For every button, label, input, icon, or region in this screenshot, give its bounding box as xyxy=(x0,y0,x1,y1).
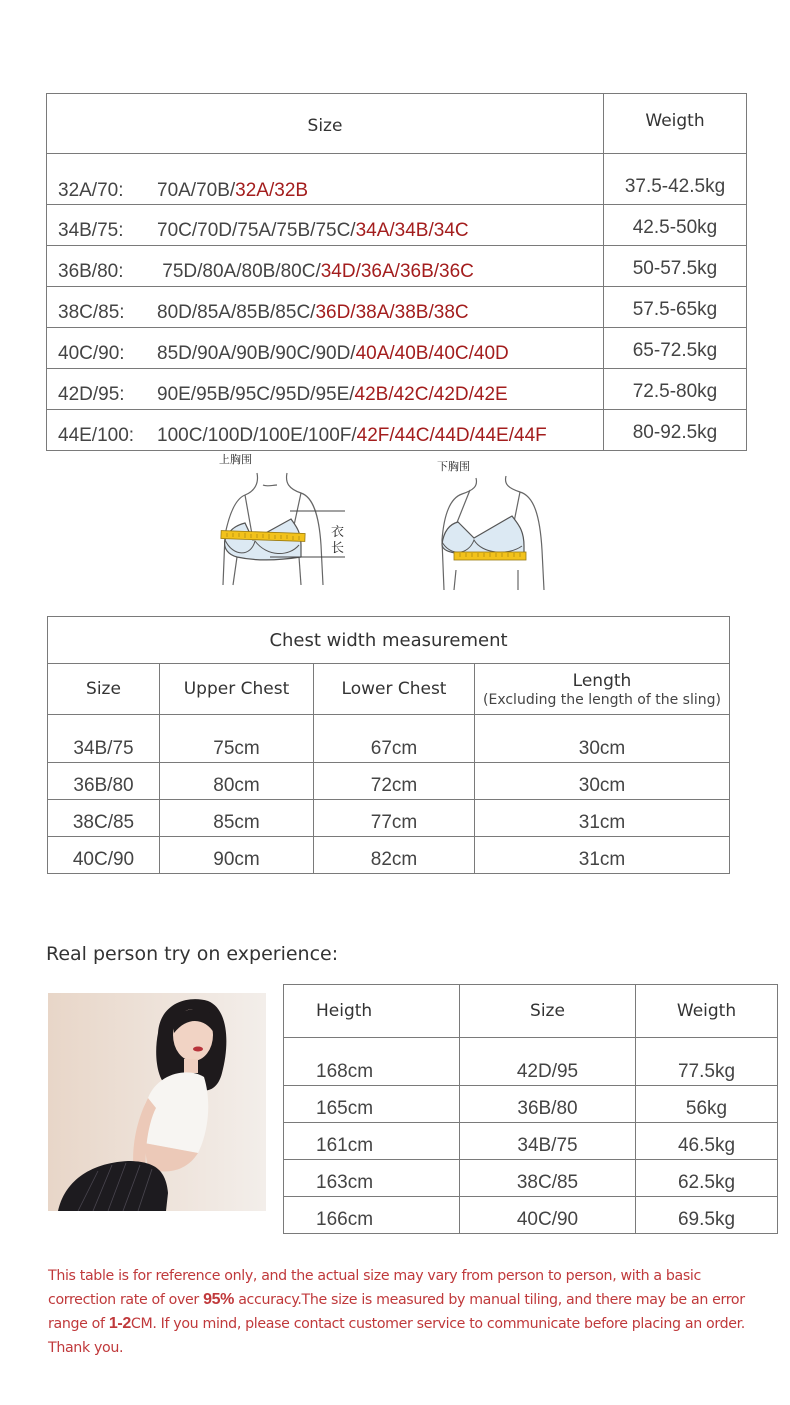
lower-chest-cell: 77cm xyxy=(314,800,475,837)
disclaimer-text-3: CM. If you mind, please contact customer service to communicate before placing an order. Thank you. xyxy=(48,1316,745,1356)
alt-sizes: 34A/34B/34C xyxy=(355,220,469,241)
size-cell: 36B/80 xyxy=(48,763,160,800)
size-cell: 40C/90 xyxy=(460,1197,636,1234)
lower-chest-header: Lower Chest xyxy=(314,664,475,715)
table-row xyxy=(47,287,747,328)
size-label: 36B/80: xyxy=(58,261,124,282)
model-photo-image xyxy=(48,993,266,1211)
weight-range: 65-72.5kg xyxy=(604,328,747,369)
weight-cell: 46.5kg xyxy=(636,1123,778,1160)
weight-range: 42.5-50kg xyxy=(604,205,747,246)
chest-table-title: Chest width measurement xyxy=(48,617,730,664)
size-cell: 34B/75 xyxy=(460,1123,636,1160)
table-row xyxy=(284,1038,778,1086)
lower-chest-cell: 72cm xyxy=(314,763,475,800)
height-header: Heigth xyxy=(284,985,460,1038)
error-range-figure: 1-2 xyxy=(108,1315,131,1332)
size-label: 40C/90: xyxy=(58,343,125,364)
table-row xyxy=(47,328,747,369)
height-cell: 161cm xyxy=(284,1123,460,1160)
length-cell: 31cm xyxy=(475,837,730,874)
table-row xyxy=(47,246,747,287)
weight-cell: 69.5kg xyxy=(636,1197,778,1234)
height-cell: 166cm xyxy=(284,1197,460,1234)
alt-sizes: 42B/42C/42D/42E xyxy=(354,384,508,405)
table-row xyxy=(48,837,730,874)
upper-chest-cell: 85cm xyxy=(160,800,314,837)
size-header: Size xyxy=(460,985,636,1038)
size-cell: 34B/75 xyxy=(48,715,160,763)
table-row xyxy=(284,1160,778,1197)
length-cell: 30cm xyxy=(475,763,730,800)
lower-chest-diagram xyxy=(430,450,570,595)
weight-range: 72.5-80kg xyxy=(604,369,747,410)
size-equivalents: 75D/80A/80B/80C/ xyxy=(157,261,321,282)
disclaimer-note xyxy=(48,1264,768,1360)
disclaimer-text-2: accuracy.The size is measured by manual tiling, and there may be an error range of xyxy=(48,1292,745,1332)
size-equivalents: 85D/90A/90B/90C/90D/ xyxy=(157,343,356,364)
weight-cell: 62.5kg xyxy=(636,1160,778,1197)
tryon-header-row xyxy=(284,985,778,1038)
size-cell: 40C/90 xyxy=(48,837,160,874)
alt-sizes: 42F/44C/44D/44E/44F xyxy=(356,425,547,446)
lower-chest-cell: 82cm xyxy=(314,837,475,874)
garment-length-label-2: 长 xyxy=(331,541,345,556)
size-cell: 38C/85 xyxy=(460,1160,636,1197)
tryon-table xyxy=(283,984,778,1234)
chest-width-table xyxy=(47,616,730,874)
height-cell: 168cm xyxy=(284,1038,460,1086)
upper-chest-cell: 80cm xyxy=(160,763,314,800)
model-photo xyxy=(48,993,266,1211)
size-label: 38C/85: xyxy=(58,302,125,323)
bra-upper-measurement-illustration xyxy=(215,445,355,595)
weight-range: 57.5-65kg xyxy=(604,287,747,328)
lower-chest-label: 下胸围 xyxy=(437,460,470,473)
height-cell: 163cm xyxy=(284,1160,460,1197)
length-cell: 31cm xyxy=(475,800,730,837)
table-row xyxy=(48,715,730,763)
size-cell: 38C/85 xyxy=(48,800,160,837)
weight-cell: 56kg xyxy=(636,1086,778,1123)
table-row xyxy=(47,154,747,205)
table-row xyxy=(47,369,747,410)
length-header xyxy=(475,664,730,715)
alt-sizes: 32A/32B xyxy=(235,180,309,201)
garment-length-label-1: 衣 xyxy=(331,525,345,540)
weight-header: Weigth xyxy=(636,985,778,1038)
lower-chest-cell: 67cm xyxy=(314,715,475,763)
table-row xyxy=(48,763,730,800)
weight-range: 50-57.5kg xyxy=(604,246,747,287)
table-row xyxy=(47,410,747,451)
table-row xyxy=(284,1123,778,1160)
alt-sizes: 36D/38A/38B/38C xyxy=(315,302,469,323)
size-label: 42D/95: xyxy=(58,384,125,405)
table-row xyxy=(284,1086,778,1123)
size-cell: 42D/95 xyxy=(460,1038,636,1086)
accuracy-figure: 95% xyxy=(203,1291,235,1308)
size-cell: 36B/80 xyxy=(460,1086,636,1123)
size-equivalents: 70C/70D/75A/75B/75C/ xyxy=(157,220,356,241)
upper-chest-diagram xyxy=(215,445,355,595)
upper-chest-label: 上胸围 xyxy=(219,453,252,466)
size-header: Size xyxy=(48,664,160,715)
size-equivalents: 70A/70B/ xyxy=(157,180,236,201)
size-header: Size xyxy=(47,94,604,154)
weight-range: 37.5-42.5kg xyxy=(604,154,747,205)
weight-cell: 77.5kg xyxy=(636,1038,778,1086)
size-label: 34B/75: xyxy=(58,220,124,241)
chest-table-title-row xyxy=(48,617,730,664)
length-header-note: (Excluding the length of the sling) xyxy=(483,691,721,708)
size-table-header-row xyxy=(47,94,747,154)
weight-header: Weigth xyxy=(604,94,747,154)
tryon-section-title: Real person try on experience: xyxy=(46,943,339,965)
disclaimer-text-1: This table is for reference only, and the actual size may vary from person to person, with a basic correction rate of over xyxy=(48,1268,701,1308)
size-equivalents: 100C/100D/100E/100F/ xyxy=(157,425,357,446)
chest-table-header-row xyxy=(48,664,730,715)
upper-chest-cell: 75cm xyxy=(160,715,314,763)
table-row xyxy=(47,205,747,246)
upper-chest-cell: 90cm xyxy=(160,837,314,874)
length-cell: 30cm xyxy=(475,715,730,763)
size-label: 44E/100: xyxy=(58,425,135,446)
alt-sizes: 40A/40B/40C/40D xyxy=(355,343,509,364)
size-equivalents: 80D/85A/85B/85C/ xyxy=(157,302,316,323)
table-row xyxy=(284,1197,778,1234)
alt-sizes: 34D/36A/36B/36C xyxy=(320,261,474,282)
size-equivalents: 90E/95B/95C/95D/95E/ xyxy=(157,384,355,405)
weight-range: 80-92.5kg xyxy=(604,410,747,451)
upper-chest-header: Upper Chest xyxy=(160,664,314,715)
size-label: 32A/70: xyxy=(58,180,124,201)
table-row xyxy=(48,800,730,837)
height-cell: 165cm xyxy=(284,1086,460,1123)
size-conversion-table xyxy=(46,93,747,451)
length-header-label: Length xyxy=(572,670,632,691)
